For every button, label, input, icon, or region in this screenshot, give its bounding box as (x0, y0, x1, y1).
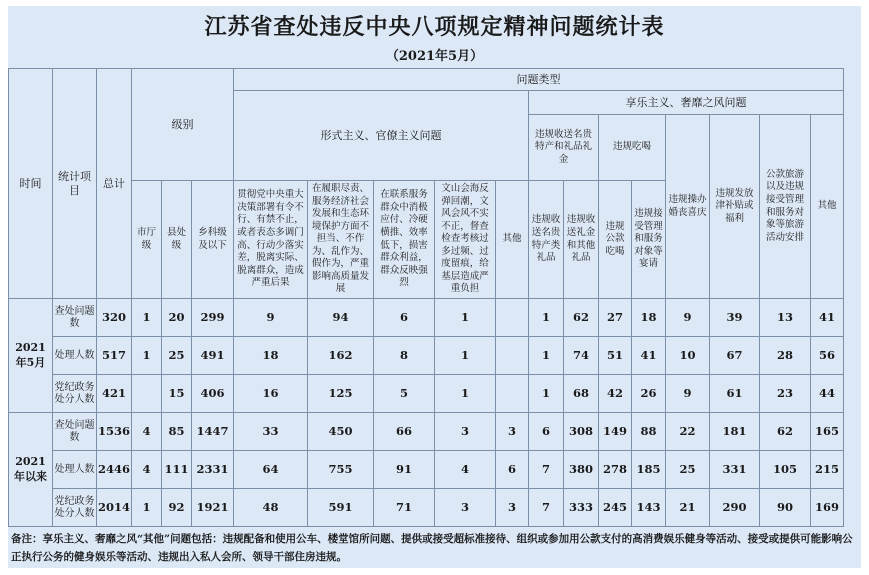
value-cell: 48 (234, 489, 308, 527)
value-cell: 64 (234, 451, 308, 489)
value-cell: 3 (435, 413, 496, 451)
wedding-funeral-header: 违规操办婚丧喜庆 (666, 115, 710, 299)
public-dining-header: 违规公款吃喝 (599, 181, 632, 299)
table-title: 江苏省查处违反中央八项规定精神问题统计表 (204, 14, 665, 40)
value-cell: 1921 (192, 489, 234, 527)
value-cell: 333 (564, 489, 599, 527)
value-cell: 9 (666, 299, 710, 337)
stat-item-label: 党纪政务处分人数 (53, 375, 97, 413)
value-cell: 245 (599, 489, 632, 527)
table-row (9, 451, 844, 489)
gift-cash-header: 违规收送礼金和其他礼品 (564, 181, 599, 299)
value-cell: 42 (599, 375, 632, 413)
value-cell: 9 (666, 375, 710, 413)
value-cell: 421 (97, 375, 132, 413)
level-county-header: 县处级 (162, 181, 192, 299)
formalism-other-header: 其他 (496, 181, 529, 299)
value-cell: 169 (811, 489, 844, 527)
table-row (9, 299, 844, 337)
value-cell: 62 (564, 299, 599, 337)
value-cell: 491 (192, 337, 234, 375)
value-cell: 88 (632, 413, 666, 451)
table-row (9, 337, 844, 375)
value-cell: 299 (192, 299, 234, 337)
value-cell: 28 (760, 337, 811, 375)
value-cell (496, 337, 529, 375)
value-cell: 91 (374, 451, 435, 489)
table-footnote: 备注：享乐主义、奢靡之风“其他”问题包括：违规配备和使用公车、楼堂馆所问题、提供或接受超标准接待、组织或参加用公款支付的高消费娱乐健身等活动、接受或提供可能影响公正执行公务的健身娱乐等活动、违规出入私人会所、领导干部住房违规。 (11, 533, 853, 563)
value-cell: 41 (811, 299, 844, 337)
value-cell: 33 (234, 413, 308, 451)
value-cell: 149 (599, 413, 632, 451)
value-cell: 517 (97, 337, 132, 375)
value-cell (132, 375, 162, 413)
stat-item-label: 处理人数 (53, 337, 97, 375)
value-cell: 25 (666, 451, 710, 489)
value-cell: 3 (496, 413, 529, 451)
value-cell: 1 (435, 375, 496, 413)
time-header: 时间 (9, 69, 53, 299)
stat-item-header: 统计项目 (53, 69, 97, 299)
value-cell: 85 (162, 413, 192, 451)
value-cell: 2331 (192, 451, 234, 489)
table-row (9, 375, 844, 413)
value-cell: 7 (529, 489, 564, 527)
value-cell: 39 (710, 299, 760, 337)
value-cell: 162 (308, 337, 374, 375)
value-cell: 62 (760, 413, 811, 451)
value-cell: 1 (435, 337, 496, 375)
value-cell: 1 (132, 299, 162, 337)
level-township-header: 乡科级及以下 (192, 181, 234, 299)
value-cell: 56 (811, 337, 844, 375)
value-cell: 22 (666, 413, 710, 451)
value-cell: 23 (760, 375, 811, 413)
value-cell: 755 (308, 451, 374, 489)
statistics-sheet (8, 6, 861, 568)
stat-item-label: 查处问题数 (53, 299, 97, 337)
value-cell: 1 (132, 337, 162, 375)
value-cell: 6 (496, 451, 529, 489)
value-cell: 181 (710, 413, 760, 451)
value-cell: 591 (308, 489, 374, 527)
problem-type-header: 问题类型 (234, 69, 844, 91)
formalism-col-1-header: 贯彻党中央重大决策部署有令不行、有禁不止，或者表态多调门高、行动少落实差，脱离实际、脱离群众，造成严重后果 (234, 181, 308, 299)
value-cell: 111 (162, 451, 192, 489)
value-cell: 61 (710, 375, 760, 413)
tourism-header: 公款旅游以及违规接受管理和服务对象等旅游活动安排 (760, 115, 811, 299)
value-cell: 1 (529, 337, 564, 375)
value-cell: 2014 (97, 489, 132, 527)
level-city-header: 市厅级 (132, 181, 162, 299)
value-cell: 66 (374, 413, 435, 451)
value-cell: 1 (529, 299, 564, 337)
value-cell: 18 (632, 299, 666, 337)
value-cell: 7 (529, 451, 564, 489)
value-cell: 9 (234, 299, 308, 337)
value-cell: 8 (374, 337, 435, 375)
value-cell: 4 (435, 451, 496, 489)
value-cell: 21 (666, 489, 710, 527)
table-subtitle: （2021年5月） (385, 49, 484, 64)
value-cell: 74 (564, 337, 599, 375)
formalism-col-2-header: 在履职尽责、服务经济社会发展和生态环境保护方面不担当、不作为、乱作为、假作为，严重影响高质量发展 (308, 181, 374, 299)
value-cell: 290 (710, 489, 760, 527)
value-cell: 380 (564, 451, 599, 489)
formalism-header: 形式主义、官僚主义问题 (234, 91, 529, 181)
value-cell (496, 299, 529, 337)
value-cell: 16 (234, 375, 308, 413)
value-cell: 27 (599, 299, 632, 337)
value-cell: 5 (374, 375, 435, 413)
value-cell: 10 (666, 337, 710, 375)
value-cell: 3 (496, 489, 529, 527)
value-cell: 3 (435, 489, 496, 527)
value-cell: 320 (97, 299, 132, 337)
value-cell: 41 (632, 337, 666, 375)
value-cell: 25 (162, 337, 192, 375)
statistics-table (8, 68, 844, 527)
value-cell: 4 (132, 413, 162, 451)
value-cell: 215 (811, 451, 844, 489)
value-cell: 450 (308, 413, 374, 451)
value-cell: 20 (162, 299, 192, 337)
value-cell: 71 (374, 489, 435, 527)
value-cell: 18 (234, 337, 308, 375)
value-cell: 13 (760, 299, 811, 337)
table-row (9, 413, 844, 451)
value-cell: 125 (308, 375, 374, 413)
value-cell: 2446 (97, 451, 132, 489)
stat-item-label: 党纪政务处分人数 (53, 489, 97, 527)
formalism-col-4-header: 文山会海反弹回潮，文风会风不实不正，督查检查考核过多过频、过度留痕，给基层造成严重负担 (435, 181, 496, 299)
value-cell: 165 (811, 413, 844, 451)
gift-group-header: 违规收送名贵特产和礼品礼金 (529, 115, 599, 181)
value-cell: 185 (632, 451, 666, 489)
formalism-col-3-header: 在联系服务群众中消极应付、冷硬横推、效率低下，损害群众利益，群众反映强烈 (374, 181, 435, 299)
value-cell: 67 (710, 337, 760, 375)
value-cell: 331 (710, 451, 760, 489)
value-cell: 6 (374, 299, 435, 337)
total-header: 总计 (97, 69, 132, 299)
value-cell: 1 (435, 299, 496, 337)
table-row (9, 489, 844, 527)
level-header: 级别 (132, 69, 234, 181)
value-cell: 143 (632, 489, 666, 527)
value-cell: 90 (760, 489, 811, 527)
allowance-header: 违规发放津补贴或福利 (710, 115, 760, 299)
value-cell: 406 (192, 375, 234, 413)
value-cell: 1447 (192, 413, 234, 451)
value-cell: 4 (132, 451, 162, 489)
gift-specialty-header: 违规收送名贵特产类礼品 (529, 181, 564, 299)
value-cell: 92 (162, 489, 192, 527)
value-cell: 1536 (97, 413, 132, 451)
value-cell: 26 (632, 375, 666, 413)
value-cell: 15 (162, 375, 192, 413)
value-cell: 94 (308, 299, 374, 337)
hedonism-other-header: 其他 (811, 115, 844, 299)
value-cell: 1 (132, 489, 162, 527)
value-cell: 105 (760, 451, 811, 489)
value-cell: 68 (564, 375, 599, 413)
hedonism-header: 享乐主义、奢靡之风问题 (529, 91, 844, 115)
period-label: 2021年以来 (9, 413, 53, 527)
value-cell: 1 (529, 375, 564, 413)
value-cell (496, 375, 529, 413)
value-cell: 44 (811, 375, 844, 413)
header-row-1 (9, 69, 844, 91)
stat-item-label: 查处问题数 (53, 413, 97, 451)
value-cell: 6 (529, 413, 564, 451)
stat-item-label: 处理人数 (53, 451, 97, 489)
period-label: 2021年5月 (9, 299, 53, 413)
value-cell: 308 (564, 413, 599, 451)
value-cell: 278 (599, 451, 632, 489)
banquet-header: 违规接受管理和服务对象等宴请 (632, 181, 666, 299)
dining-group-header: 违规吃喝 (599, 115, 666, 181)
value-cell: 51 (599, 337, 632, 375)
